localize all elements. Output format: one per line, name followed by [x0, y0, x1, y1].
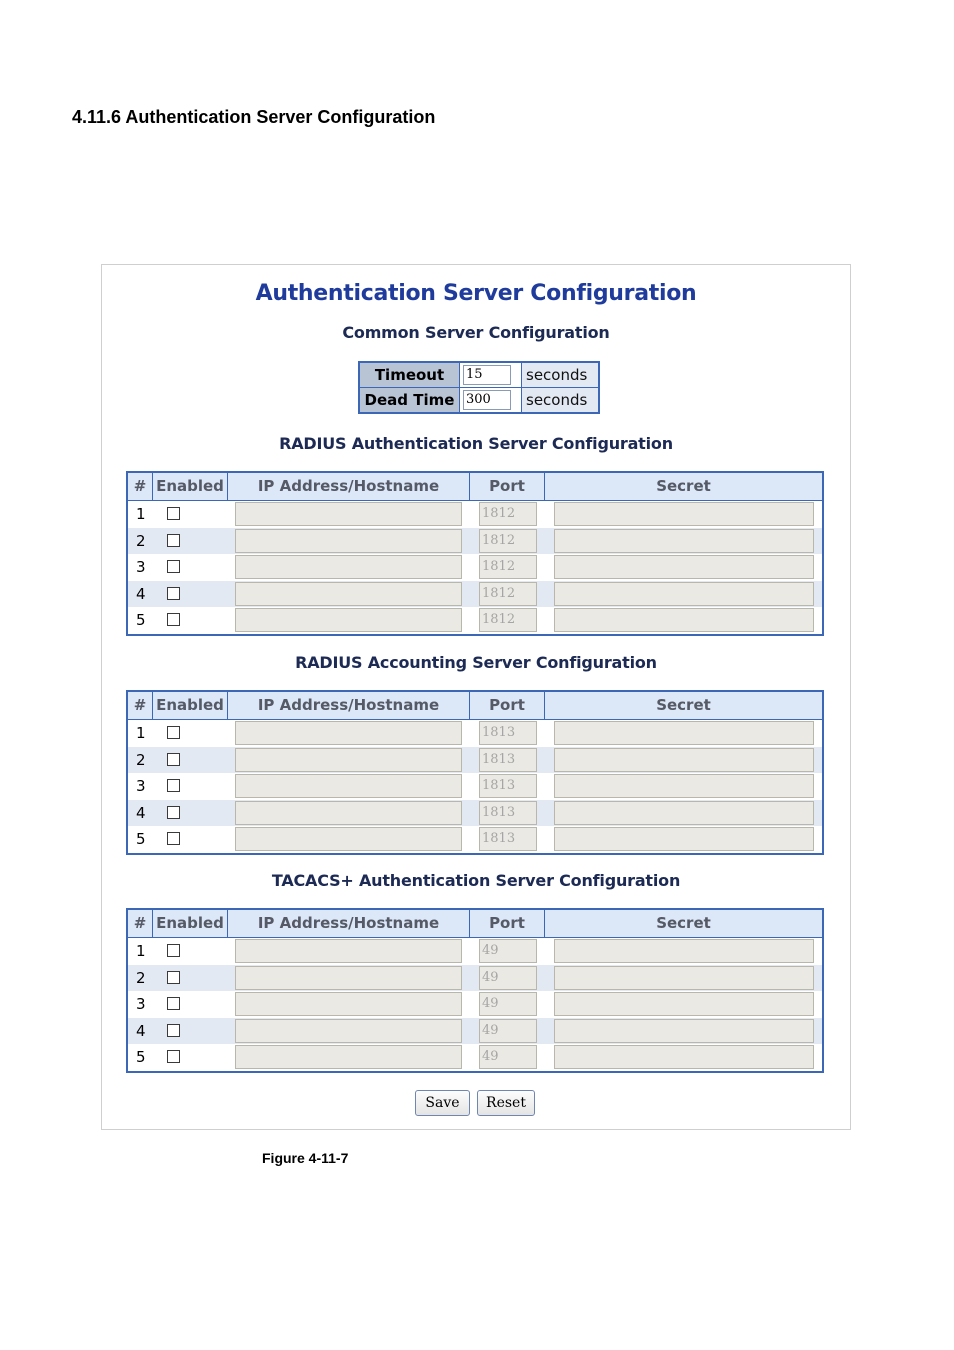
table-row — [128, 720, 822, 747]
secret-input[interactable] — [554, 801, 814, 825]
ip-hostname-input[interactable] — [235, 801, 462, 825]
dead-time-row — [359, 388, 599, 414]
row-number: 2 — [136, 968, 146, 987]
dead-time-label: Dead Time — [359, 388, 460, 414]
reset-button[interactable]: Reset — [477, 1090, 535, 1116]
secret-input[interactable] — [554, 827, 814, 851]
secret-input[interactable] — [554, 721, 814, 745]
tacacs-table — [126, 908, 824, 1073]
enabled-checkbox[interactable] — [167, 726, 180, 739]
row-number: 1 — [136, 724, 146, 742]
column-header-secret: Secret — [656, 914, 711, 932]
table-row — [128, 938, 822, 965]
port-input[interactable]: 1813 — [479, 801, 537, 825]
common-config-table — [358, 361, 600, 414]
secret-input[interactable] — [554, 748, 814, 772]
port-input[interactable]: 1812 — [479, 529, 537, 553]
secret-input[interactable] — [554, 608, 814, 632]
ip-hostname-input[interactable] — [235, 939, 462, 963]
secret-input[interactable] — [554, 529, 814, 553]
column-header-port: Port — [470, 910, 545, 937]
ip-hostname-input[interactable] — [235, 748, 462, 772]
column-header-num: # — [128, 910, 153, 937]
table-row — [128, 965, 822, 992]
column-header-ip: IP Address/Hostname — [228, 692, 470, 719]
port-input[interactable]: 1813 — [479, 827, 537, 851]
tacacs-section-title: TACACS+ Authentication Server Configuration — [271, 871, 681, 890]
port-input[interactable]: 49 — [479, 1045, 537, 1069]
port-input[interactable]: 49 — [479, 1019, 537, 1043]
column-header-num: # — [128, 692, 153, 719]
timeout-unit: seconds — [522, 362, 600, 388]
secret-input[interactable] — [554, 992, 814, 1016]
column-header-port: Port — [470, 473, 545, 500]
save-button[interactable]: Save — [415, 1090, 470, 1116]
secret-input[interactable] — [554, 939, 814, 963]
document-heading: 4.11.6 Authentication Server Configuration — [72, 107, 436, 127]
dead-time-input[interactable]: 300 — [463, 390, 511, 410]
table-row — [128, 800, 822, 827]
secret-input[interactable] — [554, 1019, 814, 1043]
port-input[interactable]: 49 — [479, 966, 537, 990]
enabled-checkbox[interactable] — [167, 534, 180, 547]
port-input[interactable]: 1813 — [479, 748, 537, 772]
secret-input[interactable] — [554, 1045, 814, 1069]
table-row — [128, 554, 822, 581]
row-number: 4 — [136, 1021, 146, 1040]
enabled-checkbox[interactable] — [167, 971, 180, 984]
timeout-label: Timeout — [359, 362, 460, 388]
enabled-checkbox[interactable] — [167, 997, 180, 1010]
enabled-checkbox[interactable] — [167, 560, 180, 573]
port-input[interactable]: 1812 — [479, 608, 537, 632]
enabled-checkbox[interactable] — [167, 806, 180, 819]
column-header-enabled: Enabled — [153, 473, 228, 500]
port-input[interactable]: 1812 — [479, 502, 537, 526]
timeout-input[interactable]: 15 — [463, 365, 511, 385]
ip-hostname-input[interactable] — [235, 827, 462, 851]
enabled-checkbox[interactable] — [167, 753, 180, 766]
table-row — [128, 773, 822, 800]
secret-input[interactable] — [554, 774, 814, 798]
table-row — [128, 826, 822, 853]
radius-acct-section-title: RADIUS Accounting Server Configuration — [295, 653, 657, 672]
column-header-port: Port — [470, 692, 545, 719]
dead-time-unit: seconds — [522, 388, 600, 414]
row-number: 2 — [136, 531, 146, 550]
column-header-ip: IP Address/Hostname — [228, 473, 470, 500]
ip-hostname-input[interactable] — [235, 992, 462, 1016]
enabled-checkbox[interactable] — [167, 779, 180, 792]
radius-auth-section-title: RADIUS Authentication Server Configuration — [279, 434, 673, 453]
port-input[interactable]: 49 — [479, 939, 537, 963]
port-input[interactable]: 1812 — [479, 582, 537, 606]
secret-input[interactable] — [554, 502, 814, 526]
table-row — [128, 991, 822, 1018]
ip-hostname-input[interactable] — [235, 555, 462, 579]
column-header-enabled: Enabled — [153, 910, 228, 937]
secret-input[interactable] — [554, 582, 814, 606]
table-row — [128, 747, 822, 774]
secret-input[interactable] — [554, 555, 814, 579]
column-header-secret: Secret — [656, 477, 711, 495]
enabled-checkbox[interactable] — [167, 613, 180, 626]
row-number: 5 — [136, 1048, 146, 1066]
enabled-checkbox[interactable] — [167, 507, 180, 520]
row-number: 4 — [136, 584, 146, 603]
table-row — [128, 1018, 822, 1045]
row-number: 4 — [136, 803, 146, 822]
ip-hostname-input[interactable] — [235, 966, 462, 990]
row-number: 3 — [136, 558, 146, 576]
row-number: 2 — [136, 750, 146, 769]
column-header-enabled: Enabled — [153, 692, 228, 719]
row-number: 1 — [136, 505, 146, 523]
row-number: 3 — [136, 777, 146, 795]
page-title: Authentication Server Configuration — [255, 281, 697, 306]
table-row — [128, 528, 822, 555]
enabled-checkbox[interactable] — [167, 944, 180, 957]
table-header — [128, 473, 822, 501]
timeout-row — [359, 362, 599, 388]
row-number: 3 — [136, 995, 146, 1013]
column-header-num: # — [128, 473, 153, 500]
ip-hostname-input[interactable] — [235, 582, 462, 606]
ip-hostname-input[interactable] — [235, 608, 462, 632]
table-row — [128, 607, 822, 634]
port-input[interactable]: 1812 — [479, 555, 537, 579]
ip-hostname-input[interactable] — [235, 1045, 462, 1069]
radius-acct-table — [126, 690, 824, 855]
common-section-title: Common Server Configuration — [342, 323, 610, 342]
row-number: 5 — [136, 611, 146, 629]
ip-hostname-input[interactable] — [235, 529, 462, 553]
table-row — [128, 1044, 822, 1071]
enabled-checkbox[interactable] — [167, 1024, 180, 1037]
enabled-checkbox[interactable] — [167, 587, 180, 600]
figure-caption: Figure 4-11-7 — [262, 1150, 349, 1166]
port-input[interactable]: 1813 — [479, 774, 537, 798]
row-number: 1 — [136, 942, 146, 960]
enabled-checkbox[interactable] — [167, 832, 180, 845]
ip-hostname-input[interactable] — [235, 502, 462, 526]
screenshot-frame — [101, 264, 851, 1130]
secret-input[interactable] — [554, 966, 814, 990]
ip-hostname-input[interactable] — [235, 721, 462, 745]
column-header-secret: Secret — [656, 696, 711, 714]
column-header-ip: IP Address/Hostname — [228, 910, 470, 937]
row-number: 5 — [136, 830, 146, 848]
table-header — [128, 692, 822, 720]
enabled-checkbox[interactable] — [167, 1050, 180, 1063]
ip-hostname-input[interactable] — [235, 774, 462, 798]
port-input[interactable]: 1813 — [479, 721, 537, 745]
table-row — [128, 501, 822, 528]
port-input[interactable]: 49 — [479, 992, 537, 1016]
radius-auth-table — [126, 471, 824, 636]
table-header — [128, 910, 822, 938]
ip-hostname-input[interactable] — [235, 1019, 462, 1043]
table-row — [128, 581, 822, 608]
